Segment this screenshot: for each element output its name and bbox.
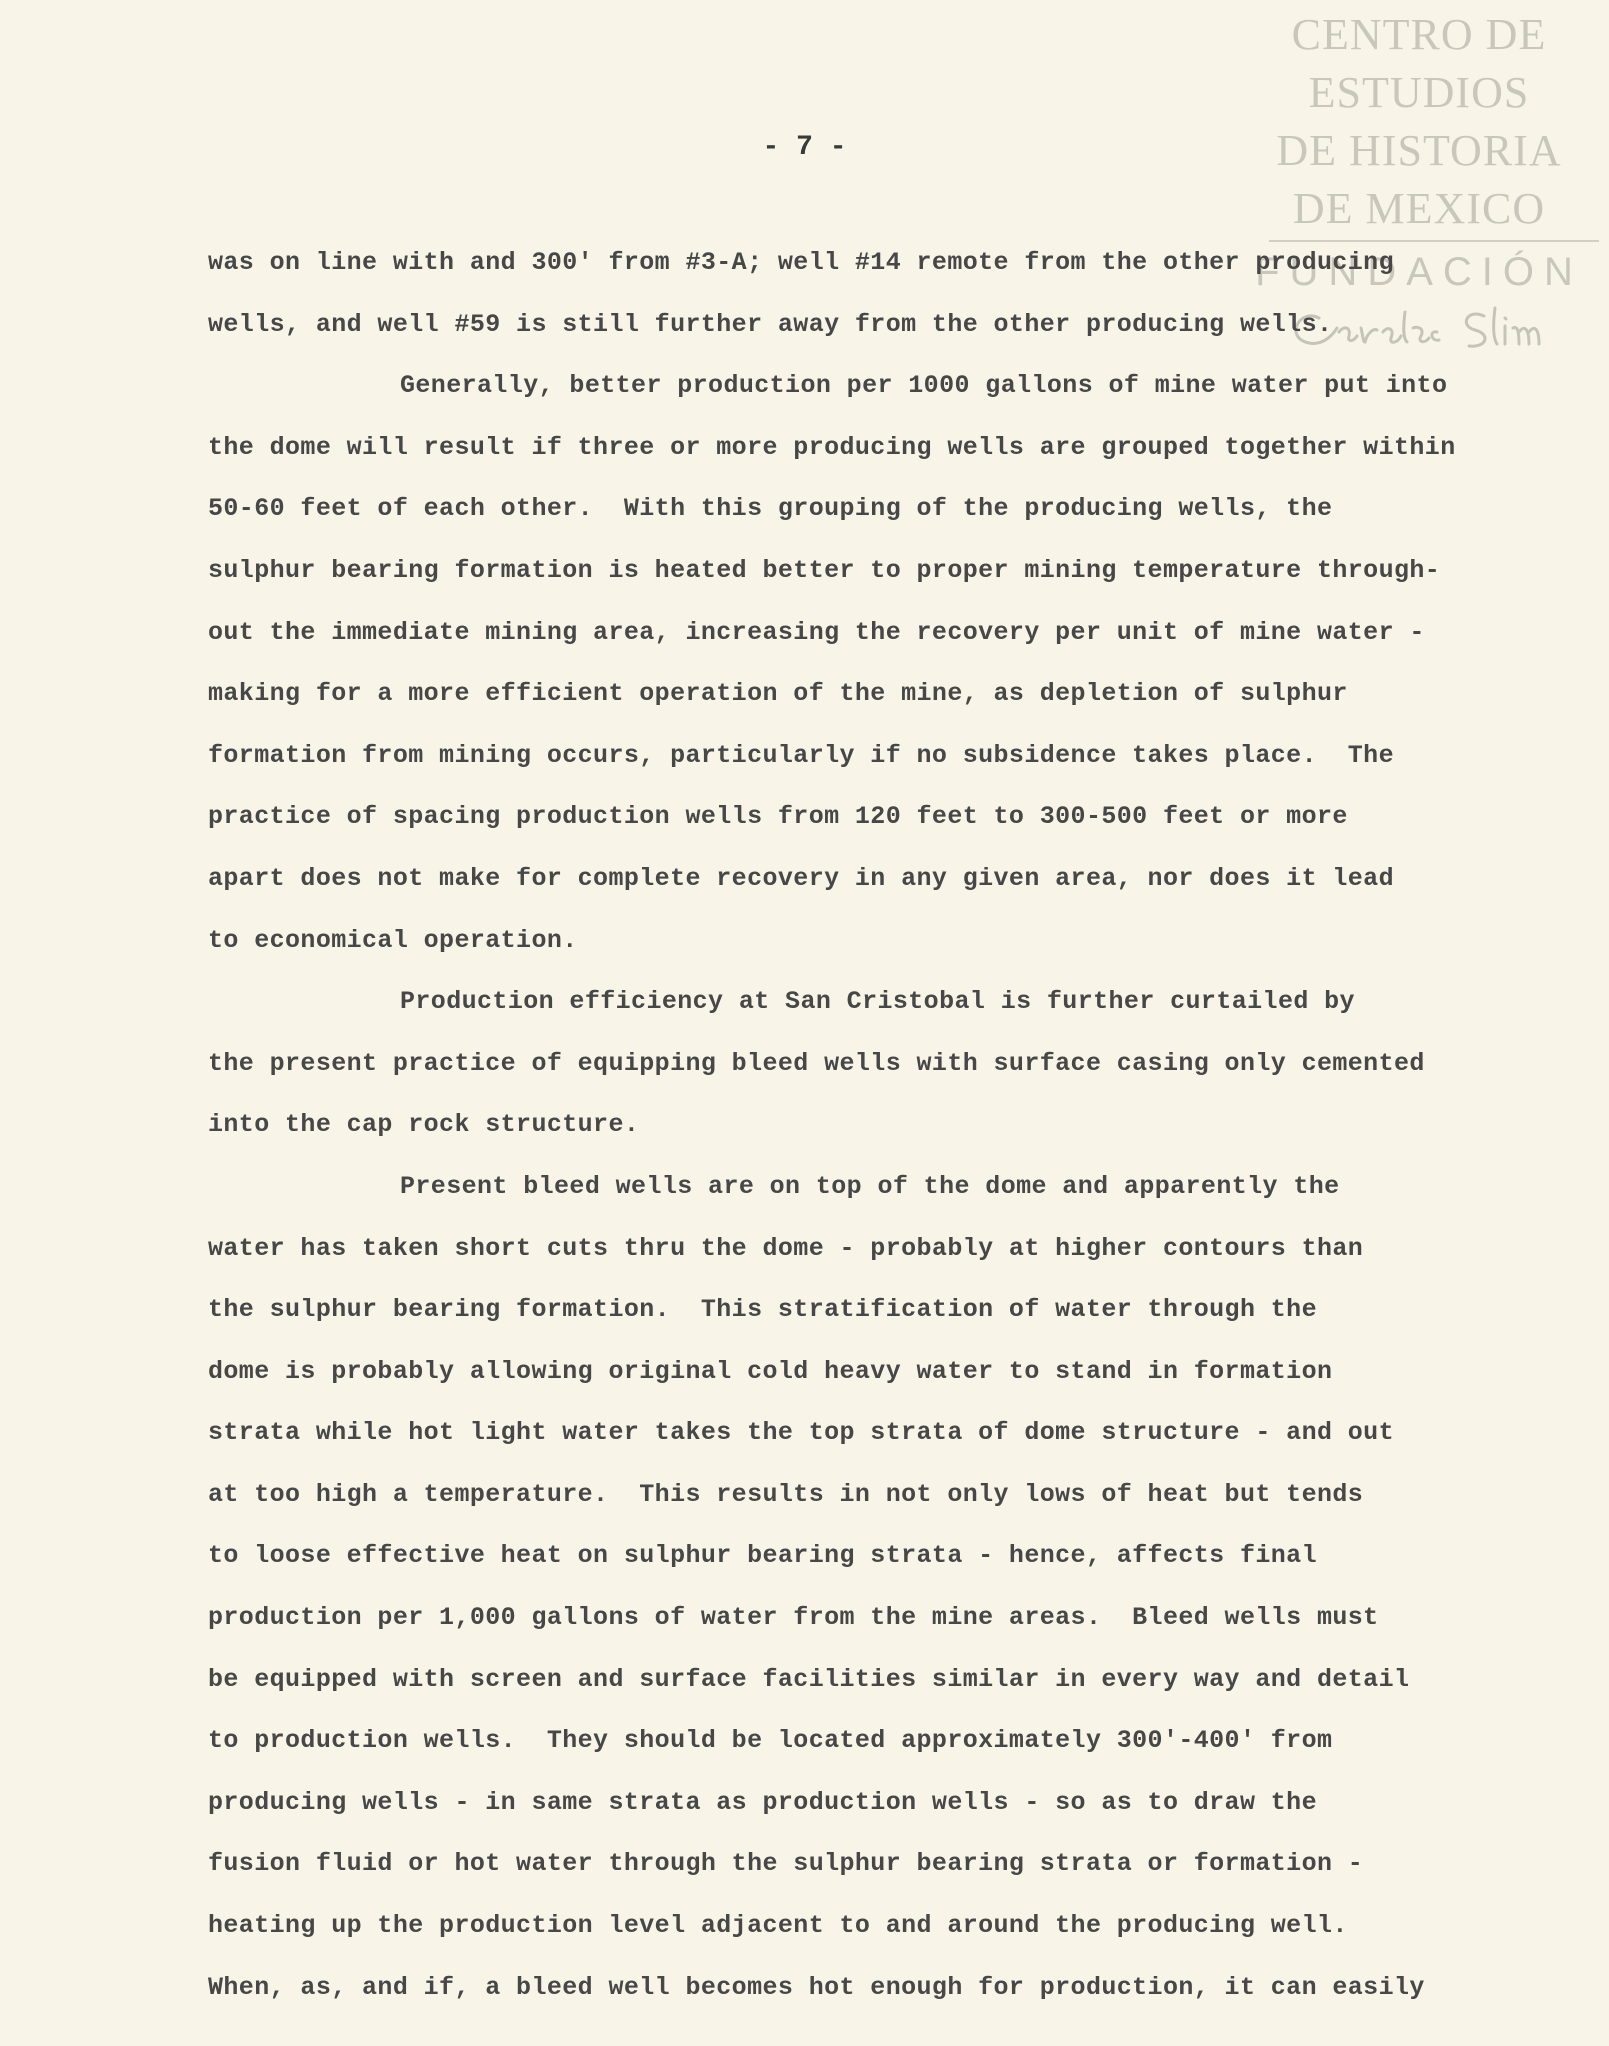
text-line: strata while hot light water takes the top strata of dome structure - and out (208, 1418, 1394, 1448)
text-line: apart does not make for complete recovery in any given area, nor does it lead (208, 863, 1394, 893)
text-line: producing wells - in same strata as production wells - so as to draw the (208, 1787, 1317, 1817)
paragraph-first-line: Production efficiency at San Cristobal is further curtailed by (400, 987, 1355, 1017)
text-line: heating up the production level adjacent to and around the producing well. (208, 1911, 1348, 1941)
text-line: into the cap rock structure. (208, 1110, 640, 1140)
paragraph-first-line: Present bleed wells are on top of the dome and apparently the (400, 1171, 1340, 1201)
text-line: formation from mining occurs, particularly if no subsidence takes place. The (208, 740, 1394, 770)
text-line: to economical operation. (208, 925, 578, 955)
text-line: the sulphur bearing formation. This stratification of water through the (208, 1295, 1317, 1325)
text-line: production per 1,000 gallons of water from the mine areas. Bleed wells must (208, 1603, 1379, 1633)
watermark-line: ESTUDIOS (1308, 68, 1530, 117)
document-body (208, 232, 1528, 2018)
text-line: to production wells. They should be located approximately 300'-400' from (208, 1726, 1333, 1756)
text-line: the present practice of equipping bleed wells with surface casing only cemented (208, 1048, 1425, 1078)
text-line: sulphur bearing formation is heated better to proper mining temperature through- (208, 555, 1441, 585)
text-line: the dome will result if three or more producing wells are grouped together within (208, 432, 1456, 462)
text-line: fusion fluid or hot water through the sulphur bearing strata or formation - (208, 1849, 1364, 1879)
watermark-line: DE MEXICO (1292, 184, 1546, 233)
text-line: to loose effective heat on sulphur bearing strata - hence, affects final (208, 1541, 1317, 1571)
watermark-line: DE HISTORIA (1276, 126, 1562, 175)
page-number: - 7 - (762, 132, 847, 163)
text-line: dome is probably allowing original cold heavy water to stand in formation (208, 1356, 1333, 1386)
text-line: practice of spacing production wells from 120 feet to 300-500 feet or more (208, 802, 1348, 832)
text-line: be equipped with screen and surface facilities similar in every way and detail (208, 1664, 1410, 1694)
watermark-foundation: FUNDACIÓN (1255, 250, 1583, 294)
text-line: at too high a temperature. This results in not only lows of heat but tends (208, 1479, 1364, 1509)
text-line: 50-60 feet of each other. With this grouping of the producing wells, the (208, 494, 1333, 524)
text-line: wells, and well #59 is still further away from the other producing wells. (208, 309, 1333, 339)
text-line: was on line with and 300' from #3-A; well #14 remote from the other producing (208, 248, 1394, 277)
text-line: When, as, and if, a bleed well becomes hot enough for production, it can easily (208, 1972, 1425, 2002)
text-line: making for a more efficient operation of the mine, as depletion of sulphur (208, 679, 1348, 709)
paragraph-first-line: Generally, better production per 1000 gallons of mine water put into (400, 371, 1448, 401)
watermark-line: CENTRO DE (1291, 10, 1547, 59)
text-line: water has taken short cuts thru the dome - probably at higher contours than (208, 1233, 1364, 1263)
text-line: out the immediate mining area, increasing the recovery per unit of mine water - (208, 617, 1425, 647)
